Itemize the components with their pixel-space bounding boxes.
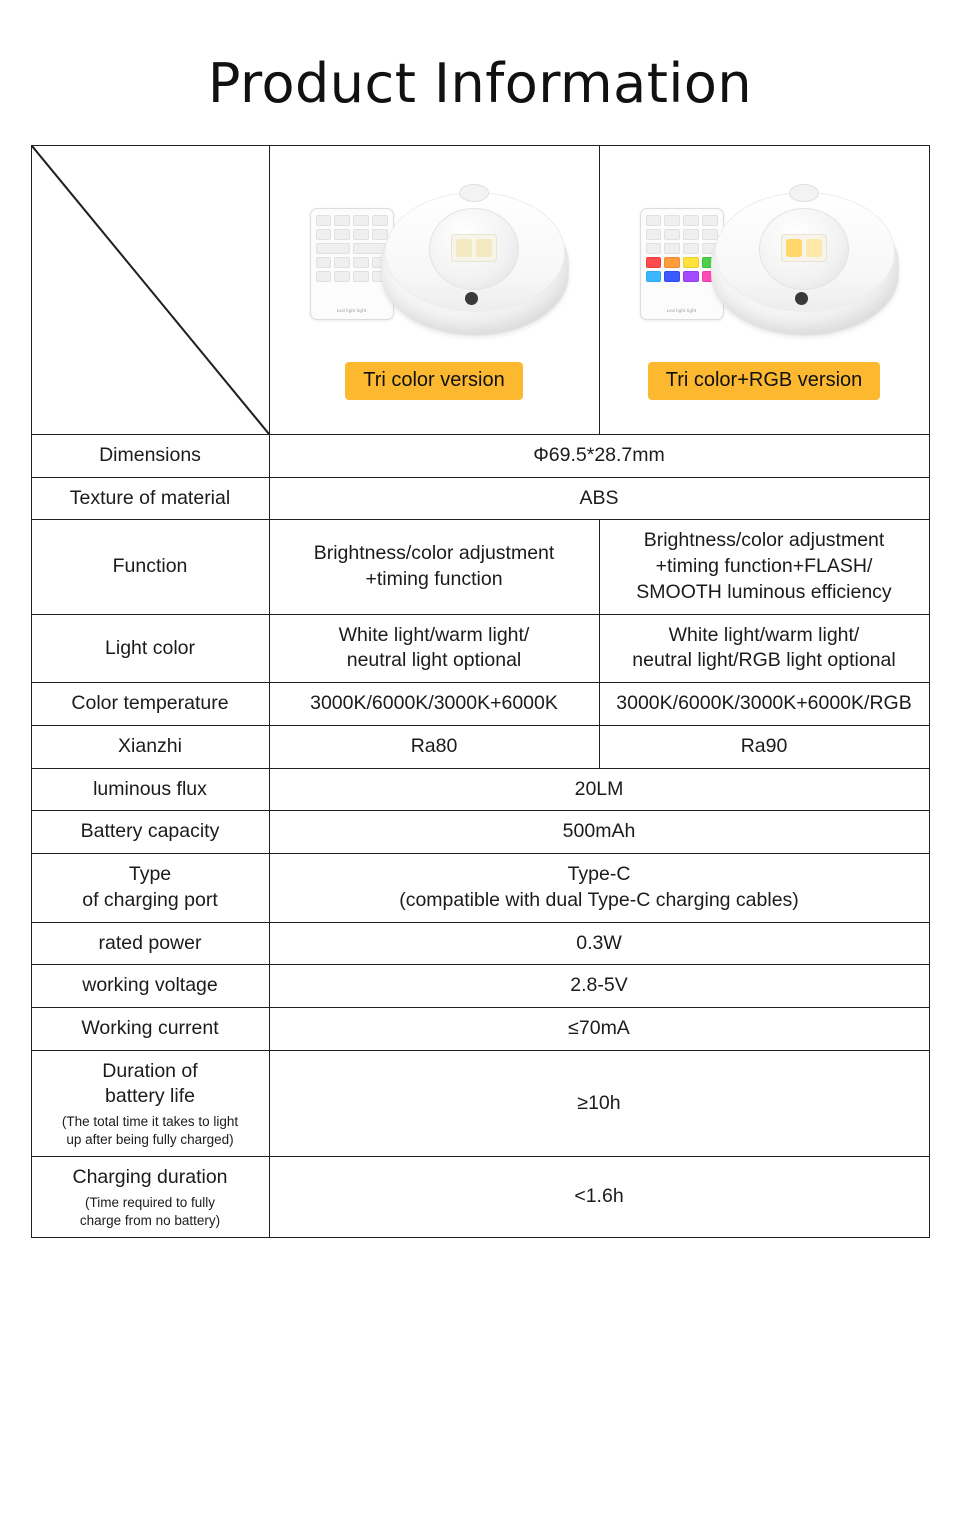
row-value-working-voltage: 2.8-5V (269, 965, 929, 1008)
row-label-working-voltage: working voltage (31, 965, 269, 1008)
table-row-texture (31, 477, 929, 520)
row-label-rated-power: rated power (31, 922, 269, 965)
table-row-working-voltage (31, 965, 929, 1008)
remote-control-tri-icon: Led light light (310, 208, 394, 320)
row-value-texture: ABS (269, 477, 929, 520)
table-row-battery-capacity (31, 811, 929, 854)
table-row-charging-duration (31, 1157, 929, 1238)
row-value-function-tri: Brightness/color adjustment +timing function (269, 520, 599, 614)
row-value-xianzhi-tri: Ra80 (269, 725, 599, 768)
table-row-charging-port-type (31, 854, 929, 922)
row-value-light-color-tri: White light/warm light/ neutral light optional (269, 614, 599, 682)
table-row-xianzhi (31, 725, 929, 768)
row-label-dimensions: Dimensions (31, 435, 269, 478)
table-row-battery-life (31, 1050, 929, 1157)
row-label-charging-port-type: Type of charging port (31, 854, 269, 922)
product-illustration-rgb (606, 166, 923, 362)
row-value-xianzhi-rgb: Ra90 (599, 725, 929, 768)
diagonal-divider-icon (32, 146, 269, 434)
row-label-battery-capacity: Battery capacity (31, 811, 269, 854)
puck-light-rgb-icon (711, 184, 897, 334)
battery-life-label-text: Duration of battery life (102, 1059, 198, 1108)
remote-control-rgb-icon: Led light light (640, 208, 724, 320)
row-label-luminous-flux: luminous flux (31, 768, 269, 811)
row-label-charging-duration (31, 1157, 269, 1238)
variant-column-tri-rgb (599, 146, 929, 435)
row-value-battery-life: ≥10h (269, 1050, 929, 1157)
product-information-page (0, 52, 960, 1540)
table-row-light-color (31, 614, 929, 682)
variant-column-tri-color (269, 146, 599, 435)
row-label-function: Function (31, 520, 269, 614)
battery-life-note: (The total time it takes to light up after being fully charged) (61, 1114, 239, 1147)
row-value-light-color-rgb: White light/warm light/ neutral light/RGB light optional (599, 614, 929, 682)
row-value-function-rgb: Brightness/color adjustment +timing function+FLASH/ SMOOTH luminous efficiency (599, 520, 929, 614)
table-row-rated-power (31, 922, 929, 965)
badge-tri-color-version: Tri color version (345, 362, 523, 399)
row-value-color-temperature-rgb: 3000K/6000K/3000K+6000K/RGB (599, 683, 929, 726)
row-value-charging-port-type: Type-C (compatible with dual Type-C charging cables) (269, 854, 929, 922)
row-value-color-temperature-tri: 3000K/6000K/3000K+6000K (269, 683, 599, 726)
table-row-dimensions (31, 435, 929, 478)
diagonal-corner-cell (31, 146, 269, 435)
charging-duration-label-text: Charging duration (72, 1166, 228, 1189)
table-row-function (31, 520, 929, 614)
badge-tri-color-rgb-version: Tri color+RGB version (648, 362, 881, 399)
row-value-dimensions: Φ69.5*28.7mm (269, 435, 929, 478)
table-row-color-temperature (31, 683, 929, 726)
page-title: Product Information (207, 52, 753, 115)
table-row-luminous-flux (31, 768, 929, 811)
row-label-battery-life (31, 1050, 269, 1157)
specification-table (31, 145, 930, 1238)
charging-duration-note: (Time required to fully charge from no battery) (79, 1195, 221, 1228)
row-label-working-current: Working current (31, 1008, 269, 1051)
row-label-light-color: Light color (31, 614, 269, 682)
row-value-charging-duration: <1.6h (269, 1157, 929, 1238)
product-illustration-tri (276, 166, 593, 362)
table-header-row (31, 146, 929, 435)
row-value-battery-capacity: 500mAh (269, 811, 929, 854)
row-value-working-current: ≤70mA (269, 1008, 929, 1051)
row-label-texture: Texture of material (31, 477, 269, 520)
row-label-xianzhi: Xianzhi (31, 725, 269, 768)
row-value-rated-power: 0.3W (269, 922, 929, 965)
row-value-luminous-flux: 20LM (269, 768, 929, 811)
table-row-working-current (31, 1008, 929, 1051)
puck-light-tri-icon (381, 184, 567, 334)
row-label-color-temperature: Color temperature (31, 683, 269, 726)
